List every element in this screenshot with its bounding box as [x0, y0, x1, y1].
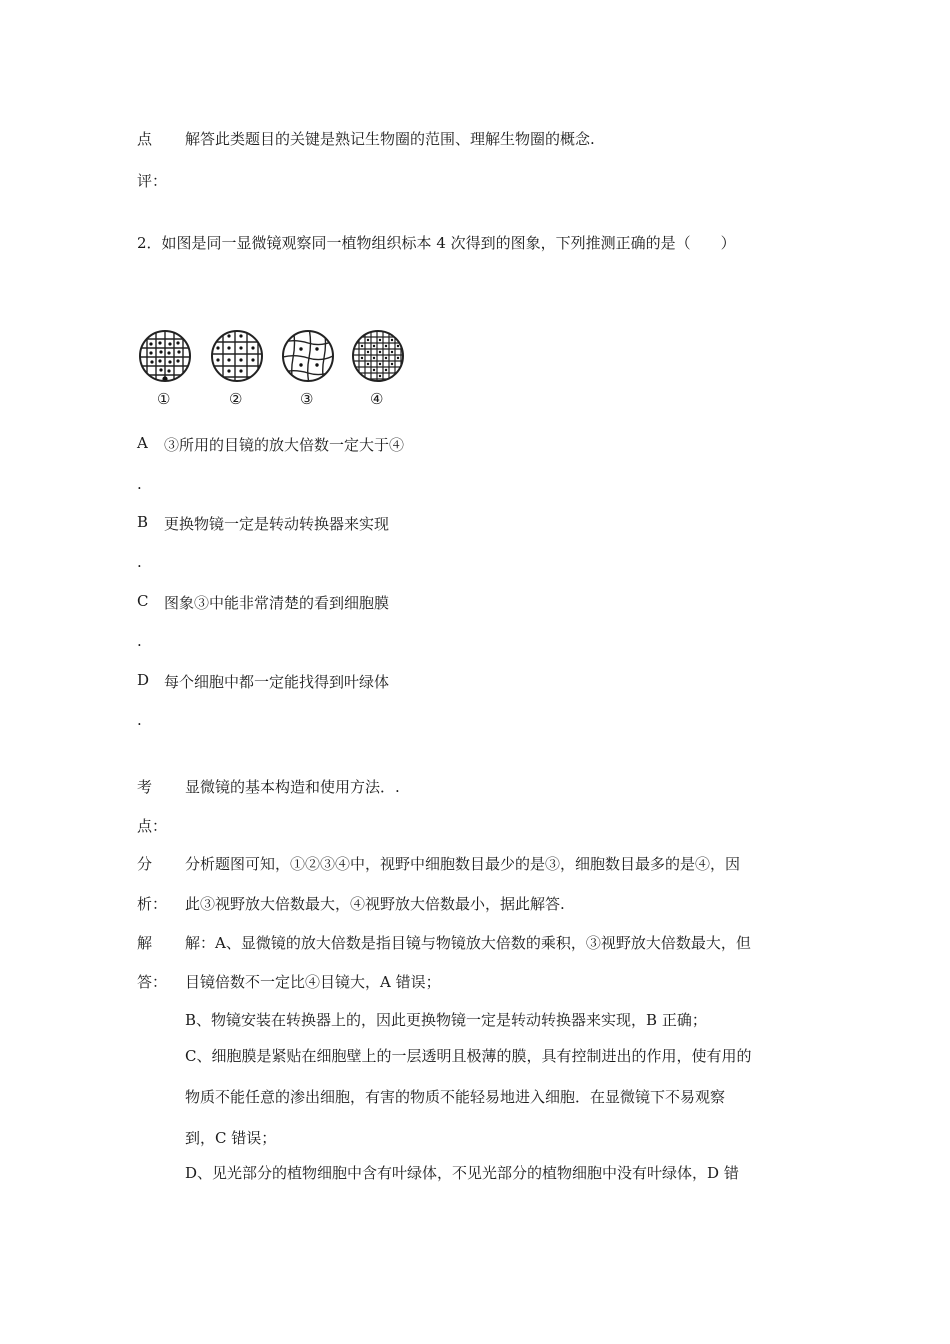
- fenxi-line-1: 分析题图可知，①②③④中，视野中细胞数目最少的是③，细胞数目最多的是④，因: [185, 855, 741, 873]
- jieda-line-1: 解：A、显微镜的放大倍数是指目镜与物镜放大倍数的乘积，③视野放大倍数最大，但: [185, 934, 751, 952]
- figure-label-2: ②: [229, 390, 243, 408]
- comment-text: 解答此类题目的关键是熟记生物圈的范围、理解生物圈的概念.: [185, 130, 595, 148]
- jieda-line-2: 目镜倍数不一定比④目镜大，A 错误；: [185, 973, 441, 991]
- option-d-text: 每个细胞中都一定能找得到叶绿体: [164, 673, 390, 691]
- jieda-line-4: C、细胞膜是紧贴在细胞壁上的一层透明且极薄的膜，具有控制进出的作用，使有用的: [185, 1047, 752, 1065]
- fenxi-label-top: 分: [137, 855, 153, 873]
- view-2: [212, 328, 262, 388]
- jieda-line-3: B、物镜安装在转换器上的，因此更换物镜一定是转动转换器来实现，B 正确；: [185, 1011, 707, 1029]
- fenxi-line-2: 此③视野放大倍数最大，④视野放大倍数最小，据此解答.: [185, 895, 565, 913]
- option-c-text: 图象③中能非常清楚的看到细胞膜: [164, 594, 390, 612]
- question-stem: [137, 232, 736, 253]
- jieda-line-6: 到，C 错误；: [185, 1129, 277, 1147]
- view-4: [353, 328, 403, 388]
- option-c-dot: .: [137, 632, 142, 650]
- figure-label-1: ①: [157, 390, 171, 408]
- option-a-text: ③所用的目镜的放大倍数一定大于④: [164, 436, 405, 454]
- microscope-figure: [135, 328, 415, 410]
- view-1: [140, 328, 190, 388]
- question-text: 如图是同一显微镜观察同一植物组织标本 4 次得到的图象，下列推测正确的是（ ）: [161, 234, 736, 252]
- figure-label-4: ④: [370, 390, 384, 408]
- option-b-text: 更换物镜一定是转动转换器来实现: [164, 515, 390, 533]
- kaodian-label-top: 考: [137, 778, 153, 796]
- jieda-label-bottom: 答：: [137, 973, 168, 991]
- comment-label-top: 点: [137, 130, 153, 148]
- option-d-dot: .: [137, 711, 142, 729]
- kaodian-text: 显微镜的基本构造和使用方法．.: [185, 778, 400, 796]
- fenxi-label-bottom: 析：: [137, 895, 168, 913]
- jieda-line-7: D、见光部分的植物细胞中含有叶绿体，不见光部分的植物细胞中没有叶绿体，D 错: [185, 1164, 739, 1182]
- option-b-dot: .: [137, 553, 142, 571]
- option-a-letter: A: [137, 434, 148, 452]
- view-3: [283, 328, 333, 388]
- question-number: 2．: [137, 234, 162, 252]
- jieda-line-5: 物质不能任意的渗出细胞，有害的物质不能轻易地进入细胞．在显微镜下不易观察: [185, 1088, 726, 1106]
- option-d-letter: D: [137, 671, 150, 689]
- option-b-letter: B: [137, 513, 149, 531]
- option-c-letter: C: [137, 592, 149, 610]
- comment-label-bottom: 评：: [137, 172, 168, 190]
- option-a-dot: .: [137, 475, 142, 493]
- kaodian-label-bottom: 点：: [137, 817, 168, 835]
- jieda-label-top: 解: [137, 934, 153, 952]
- figure-label-3: ③: [300, 390, 314, 408]
